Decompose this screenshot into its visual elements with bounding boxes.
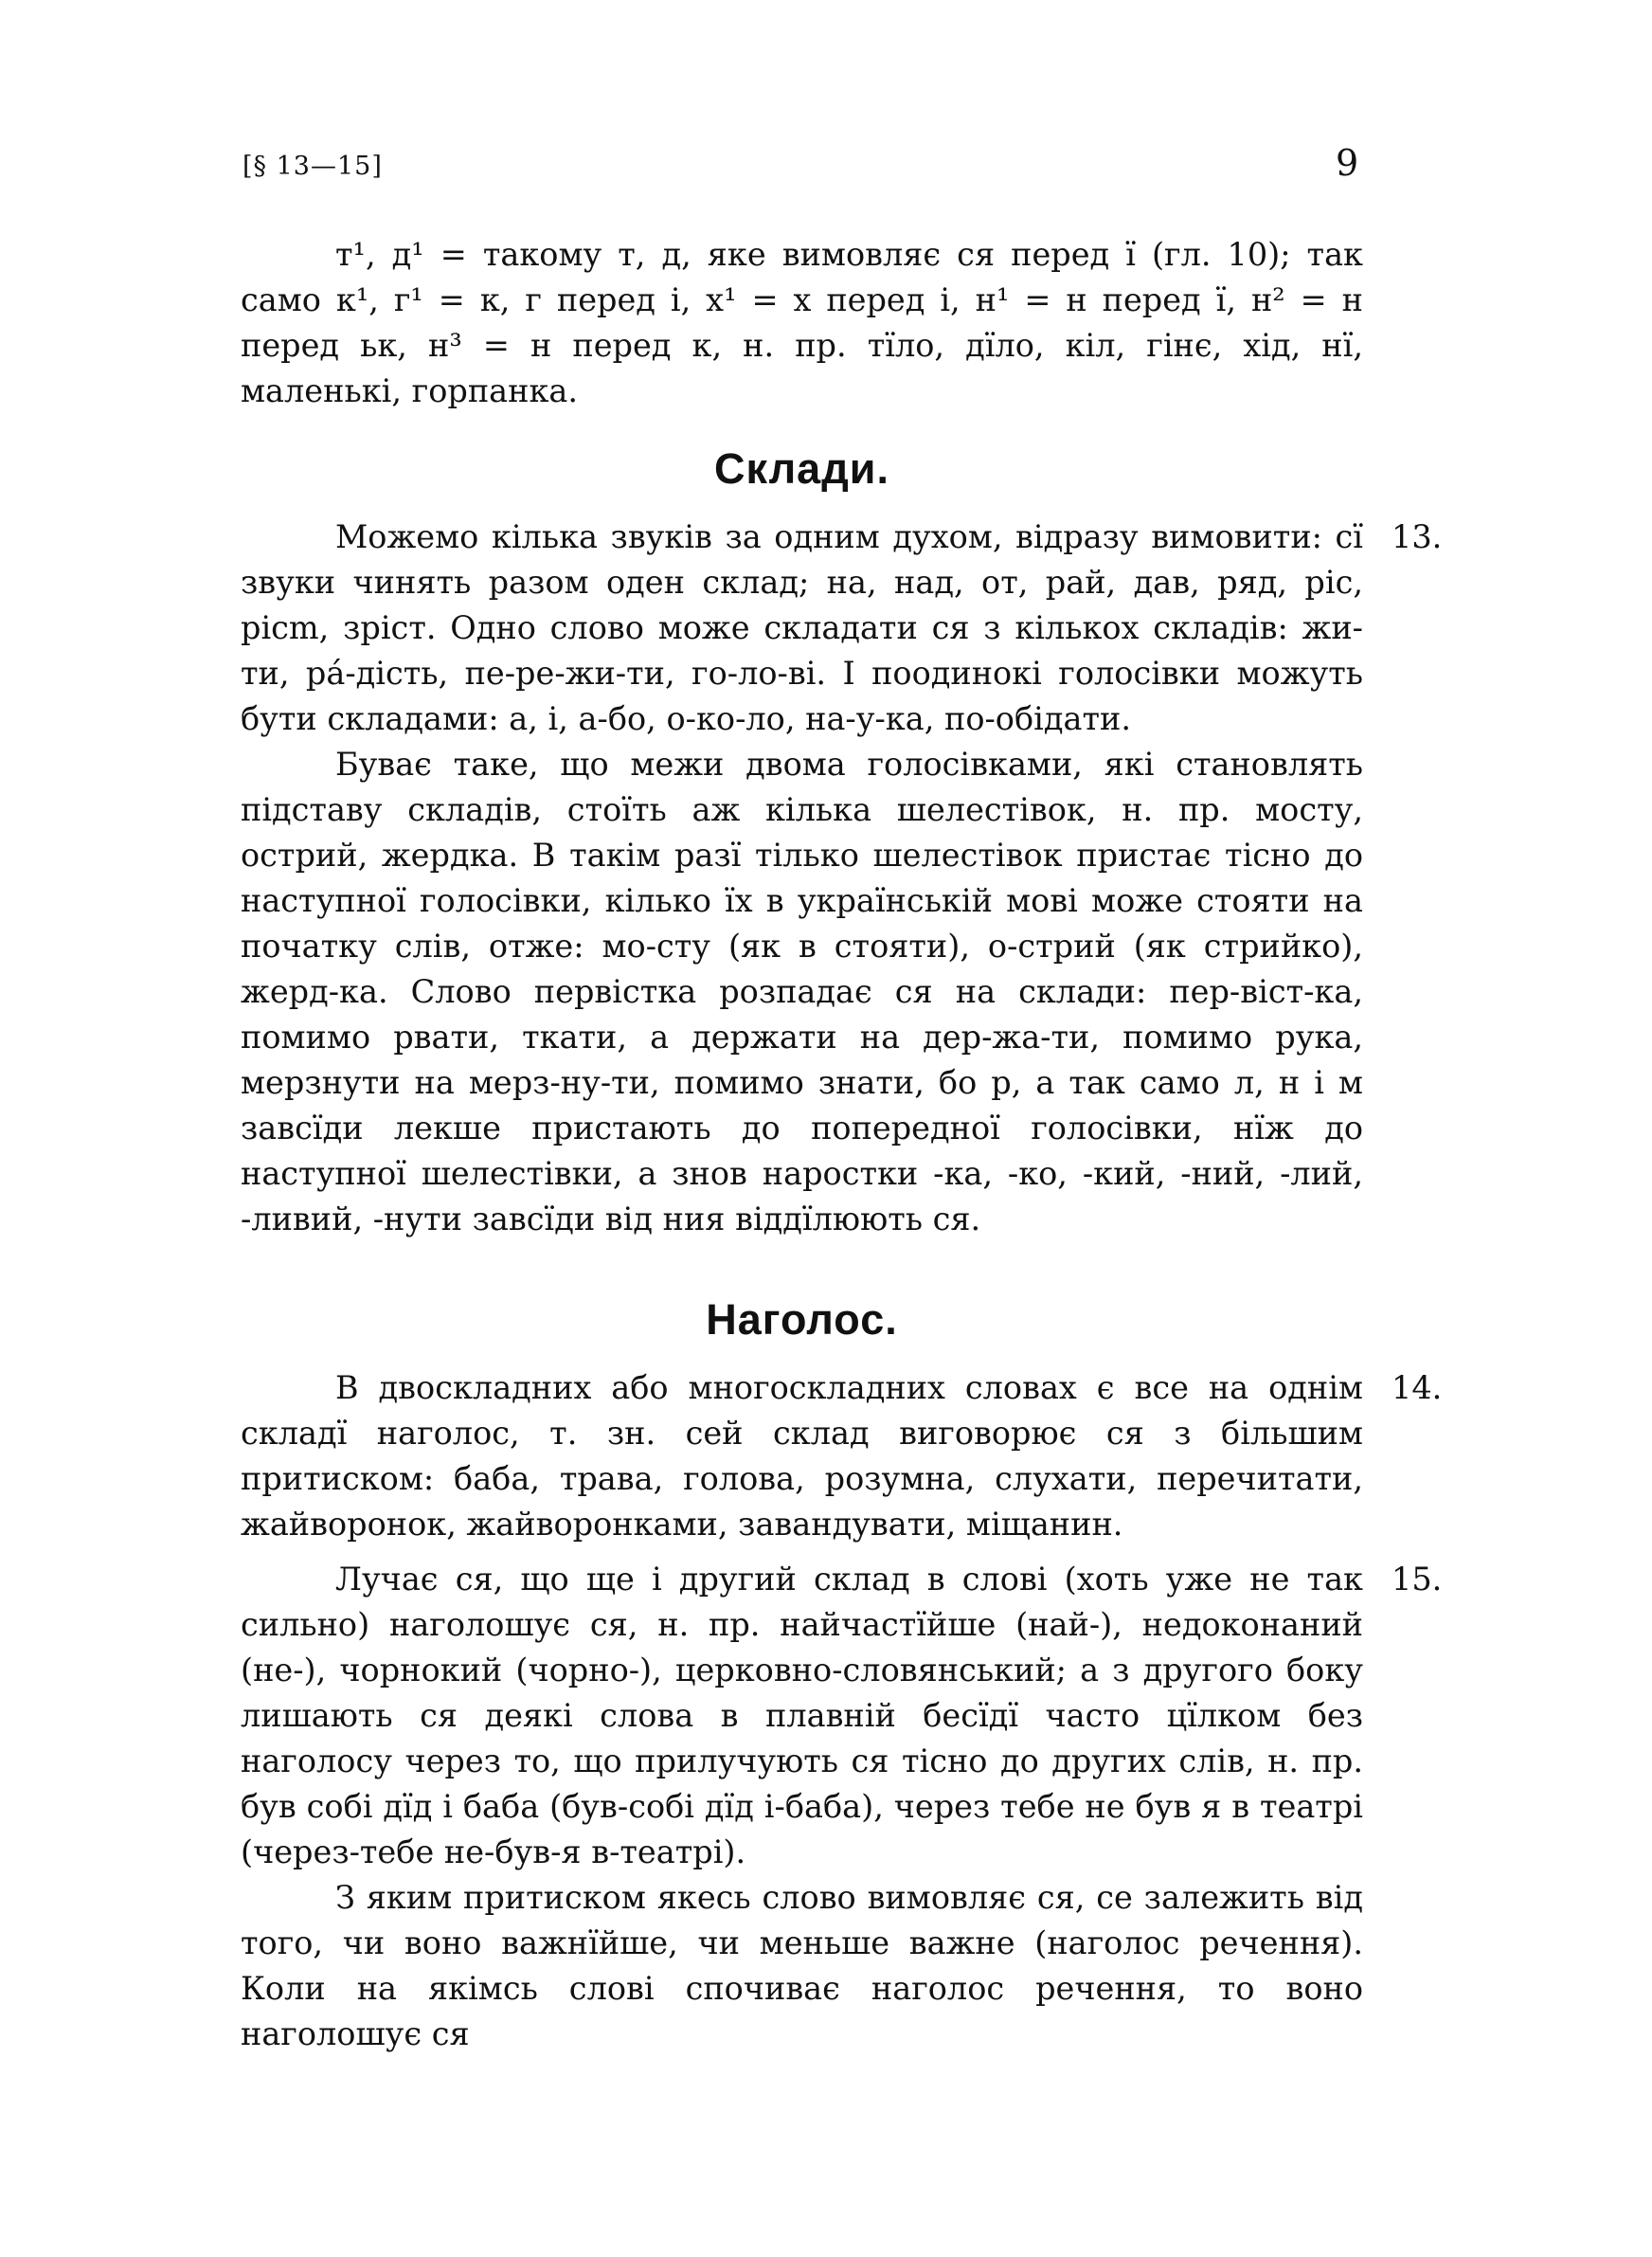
paragraph-sentence-stress: З яким притиском якесь слово вимовляє ся, се залежить від того, чи воно важнїйше, чи меньше важне (наголос речення). Коли на якімсь слові спочиває наголос речення, то воно наголошує ся — [241, 1879, 1363, 2052]
page-number: 9 — [1336, 142, 1359, 184]
paragraph-number-13: 13. — [1392, 518, 1443, 555]
paragraph-14-text: В двоскладних або многоскладних словах є все на однім складї наголос, т. зн. сей склад виговорює ся з більшим притиском: баба, трава, голова, розумна, слухати, перечитати, жайворонок, жайворонками, завандувати, міщанин. — [241, 1369, 1363, 1543]
section-heading-syllables: Склади. — [714, 444, 889, 493]
paragraph-15 — [241, 1557, 1443, 1875]
paragraph-14 — [241, 1365, 1443, 1547]
paragraph-15-text: Лучає ся, що ще і другий склад в слові (хоть уже не так сильно) наголошує ся, н. пр. найчастїйше (най-), недоконаний (не-), чорнокий (чорно-), церковно-словянський; а з другого боку лишають ся деякі слова в плавній бесїдї часто цїлком без наголосу через то, що прилучують ся тісно до других слів, н. пр. був собі дїд і баба (був-собі дїд і-баба), через тебе не був я в театрі (через-тебе не-був-я в-театрі). — [241, 1561, 1363, 1870]
paragraph-13 — [241, 515, 1443, 742]
paragraph-number-15: 15. — [1392, 1561, 1443, 1598]
paragraph-syllable-boundaries: Буває таке, що межи двома голосівками, які становлять підставу складів, стоїть аж кілька шелестівок, н. пр. мосту, острий, жердка. В такім разї тілько шелестівок пристає тісно до наступної голосівки, кілько їх в українській мові може стояти на початку слів, отже: мо-сту (як в стояти), о-стрий (як стрийко), жерд-ка. Слово первістка розпадає ся на склади: пер-віст-ка, помимо рвати, ткати, а держати на дер-жа-ти, помимо рука, мерзнути на мерз-ну-ти, помимо знати, бо р, а так само л, н і м завсїди лекше пристають до попередної голосівки, нїж до наступної шелестівки, а знов наростки -ка, -ко, -кий, -ний, -лий, -ливий, -нути завсїди від ния віддїлюють ся. — [241, 746, 1363, 1237]
running-head: [§ 13—15] — [242, 152, 383, 181]
paragraph-number-14: 14. — [1392, 1369, 1443, 1406]
section-heading-stress: Наголос. — [706, 1295, 898, 1344]
intro-paragraph: т¹, д¹ = такому т, д, яке вимовляє ся перед ї (гл. 10); так само к¹, г¹ = к, г перед і, х¹ = х перед і, н¹ = н перед ї, н² = н перед ьк, н³ = н перед к, н. пр. тїло, дїло, кіл, гінє, хід, нї, маленькі, горпанка. — [241, 236, 1363, 409]
page-body — [241, 232, 1443, 2057]
paragraph-13-text: Можемо кілька звуків за одним духом, відразу вимовити: сї звуки чинять разом оден склад; на, над, от, рай, дав, ряд, ріс, рісm, зріст. Одно слово може складати ся з кількох складів: жи-ти, рá-дість, пе-ре-жи-ти, го-ло-ві. І поодинокі голосівки можуть бути складами: а, і, а-бо, о-ко-ло, на-у-ка, по-обідати. — [241, 518, 1363, 737]
